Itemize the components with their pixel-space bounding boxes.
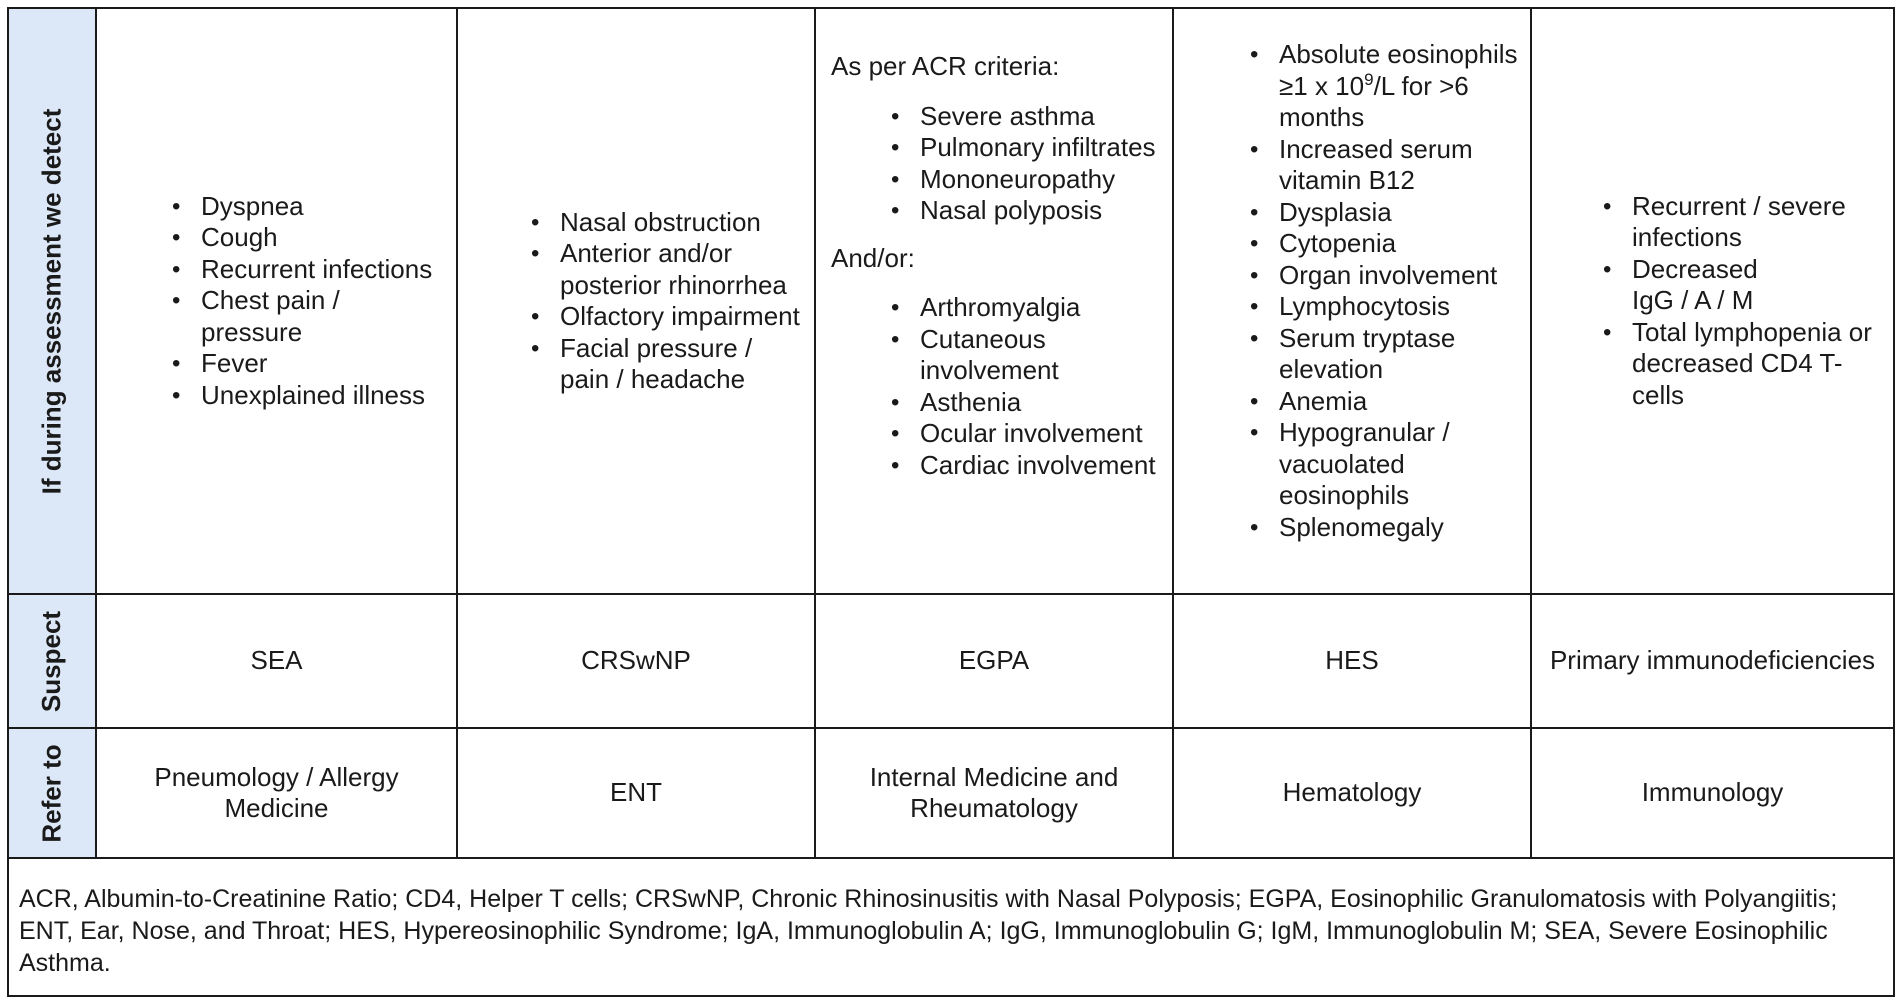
symptom-text: /L for >6 months (1279, 70, 1469, 132)
refer-cell (1174, 729, 1530, 857)
symptom-item: • Ocular involvement (920, 418, 1172, 450)
symptom-list (831, 101, 1172, 227)
symptom-item: • Arthromyalgia (920, 292, 1172, 324)
detect-cell-egpa (816, 9, 1172, 593)
refer-cell (458, 729, 814, 857)
row-header-suspect-label: Suspect (36, 610, 67, 712)
detect-cell-crswnp (458, 9, 814, 593)
symptom-item: • Cutaneous involvement (920, 324, 1090, 387)
row-header-refer (9, 729, 97, 857)
symptom-item: • Organ involvement (1279, 260, 1524, 292)
refer-cell (1532, 729, 1893, 857)
footnote-text: ACR, Albumin-to-Creatinine Ratio; CD4, Helper T cells; CRSwNP, Chronic Rhinosinusitis with Nasal Polyposis; EGPA, Eosinophilic Granulomatosis with Polyangiitis; ENT, Ear, Nose, and Throat; HES, Hypereosinophilic Syndrome; IgA, Immunoglobulin A; IgG, Immunoglobulin G; IgM, Immunoglobulin M; SEA, Severe Eosinophilic Asthma. (19, 885, 1838, 977)
suspect-cell (1174, 595, 1530, 727)
refer-value: Internal Medicine and Rheumatology (869, 761, 1119, 823)
row-header-detect-label: If during assessment we detect (36, 108, 67, 494)
refer-cell (816, 729, 1172, 857)
superscript: 9 (1364, 69, 1374, 89)
criteria-intro: As per ACR criteria: (831, 51, 1060, 81)
row-header-suspect (9, 595, 97, 727)
symptom-list (831, 292, 1172, 481)
symptom-item: • Recurrent infections (201, 254, 456, 286)
symptom-item: • Chest pain / pressure (201, 285, 401, 348)
symptom-item: • Serum tryptase elevation (1279, 323, 1479, 386)
symptom-list (167, 191, 456, 412)
refer-value: Immunology (1641, 777, 1784, 808)
symptom-item: • Mononeuropathy (920, 164, 1172, 196)
symptom-item: • Severe asthma (920, 101, 1172, 133)
abbreviations-footnote (7, 859, 1895, 997)
suspect-value: CRSwNP (581, 645, 691, 676)
suspect-value: EGPA (958, 645, 1030, 676)
symptom-item: • Cytopenia (1279, 228, 1524, 260)
suspect-cell (458, 595, 814, 727)
symptom-item: • Increased serum vitamin B12 (1279, 134, 1499, 197)
symptom-item: • Olfactory impairment (560, 301, 814, 333)
symptom-item: • Hypogranular / vacuolated eosinophils (1279, 417, 1479, 512)
refer-value: Hematology (1282, 777, 1422, 808)
referral-table-figure (7, 7, 1895, 997)
symptom-item (1279, 39, 1519, 134)
symptom-item: • Cardiac involvement (920, 450, 1172, 482)
symptom-item: • Recurrent / severe infections (1632, 191, 1862, 254)
symptom-list (526, 207, 814, 396)
symptom-item: • Cough (201, 222, 456, 254)
symptom-item: • Decreased IgG / A / M (1632, 254, 1782, 317)
referral-table (7, 7, 1895, 859)
symptom-item: • Asthenia (920, 387, 1172, 419)
symptom-item: • Facial pressure / pain / headache (560, 333, 780, 396)
detect-cell-hes (1174, 9, 1530, 593)
suspect-cell (816, 595, 1172, 727)
symptom-item: • Total lymphopenia or decreased CD4 T-cells (1632, 317, 1882, 412)
symptom-item: • Anterior and/or posterior rhinorrhea (560, 238, 820, 301)
symptom-item: • Splenomegaly (1279, 512, 1524, 544)
symptom-list (1632, 191, 1893, 412)
suspect-cell (97, 595, 456, 727)
symptom-item: • Lymphocytosis (1279, 291, 1524, 323)
symptom-item: • Nasal obstruction (560, 207, 814, 239)
suspect-value: HES (1325, 645, 1379, 676)
criteria-andor: And/or: (831, 242, 915, 273)
symptom-item: • Dyspnea (201, 191, 456, 223)
symptom-text: Absolute eosinophils ≥1 x 10 (1279, 39, 1518, 101)
refer-cell (97, 729, 456, 857)
detect-cell-pid (1532, 9, 1893, 593)
suspect-value: SEA (250, 645, 303, 676)
detect-cell-sea (97, 9, 456, 593)
refer-value: ENT (610, 777, 662, 808)
row-header-detect (9, 9, 97, 593)
symptom-item: • Anemia (1279, 386, 1524, 418)
symptom-item: • Dysplasia (1279, 197, 1524, 229)
refer-value: Pneumology / Allergy Medicine (154, 761, 399, 823)
suspect-cell (1532, 595, 1893, 727)
symptom-item: • Unexplained illness (201, 380, 456, 412)
symptom-item: • Fever (201, 348, 456, 380)
symptom-item: • Pulmonary infiltrates (920, 132, 1172, 164)
symptom-item: • Nasal polyposis (920, 195, 1172, 227)
suspect-value: Primary immunodeficiencies (1549, 645, 1876, 676)
row-header-refer-label: Refer to (36, 743, 67, 843)
symptom-list (1279, 39, 1524, 543)
